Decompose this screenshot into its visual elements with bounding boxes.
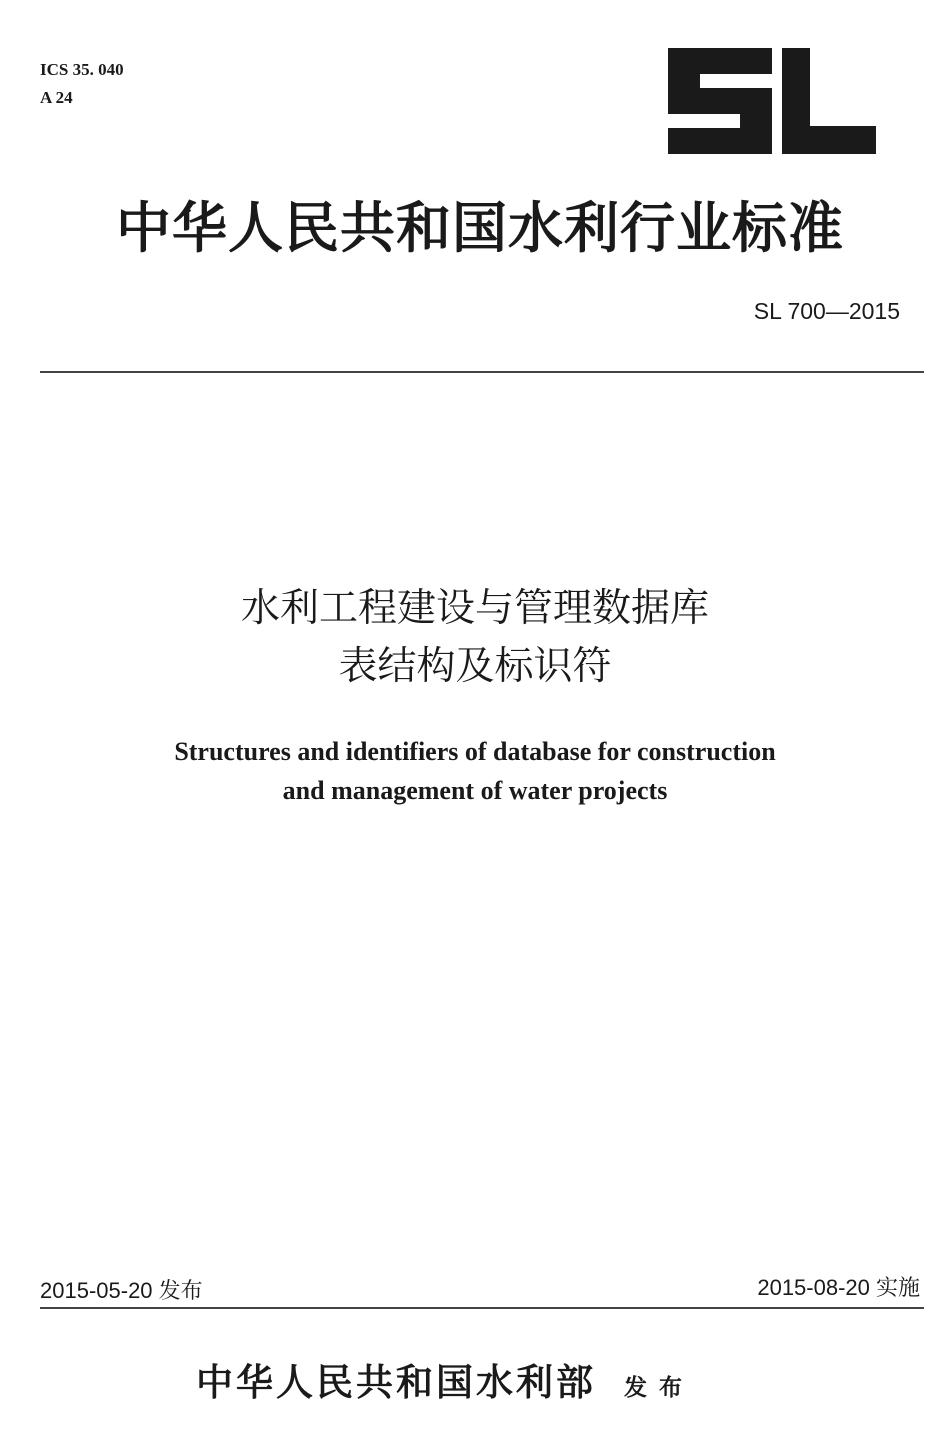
standard-code: SL 700—2015: [753, 298, 900, 324]
implementation-date: 2015-08-20 实施: [757, 1275, 920, 1300]
english-title-line-2: and management of water projects: [282, 776, 668, 805]
classification-codes: [40, 56, 124, 112]
issue-date: 2015-05-20 发布: [40, 1278, 203, 1303]
publisher-line: [196, 1352, 694, 1406]
bottom-divider: [40, 1307, 924, 1309]
english-title: [0, 732, 950, 810]
chinese-title-line-2: 表结构及标识符: [338, 644, 612, 689]
ics-code: ICS 35. 040: [40, 60, 124, 79]
publisher-action: 发布: [624, 1374, 694, 1401]
sl-logo: [668, 48, 876, 154]
chinese-title: [0, 580, 950, 696]
publisher-name: 中华人民共和国水利部: [196, 1360, 596, 1404]
chinese-title-line-1: 水利工程建设与管理数据库: [240, 586, 709, 631]
standard-category-title: 中华人民共和国水利行业标准: [115, 196, 844, 260]
ccs-code: A 24: [40, 88, 73, 107]
top-divider: [40, 371, 924, 373]
english-title-line-1: Structures and identifiers of database for construction: [174, 737, 776, 766]
